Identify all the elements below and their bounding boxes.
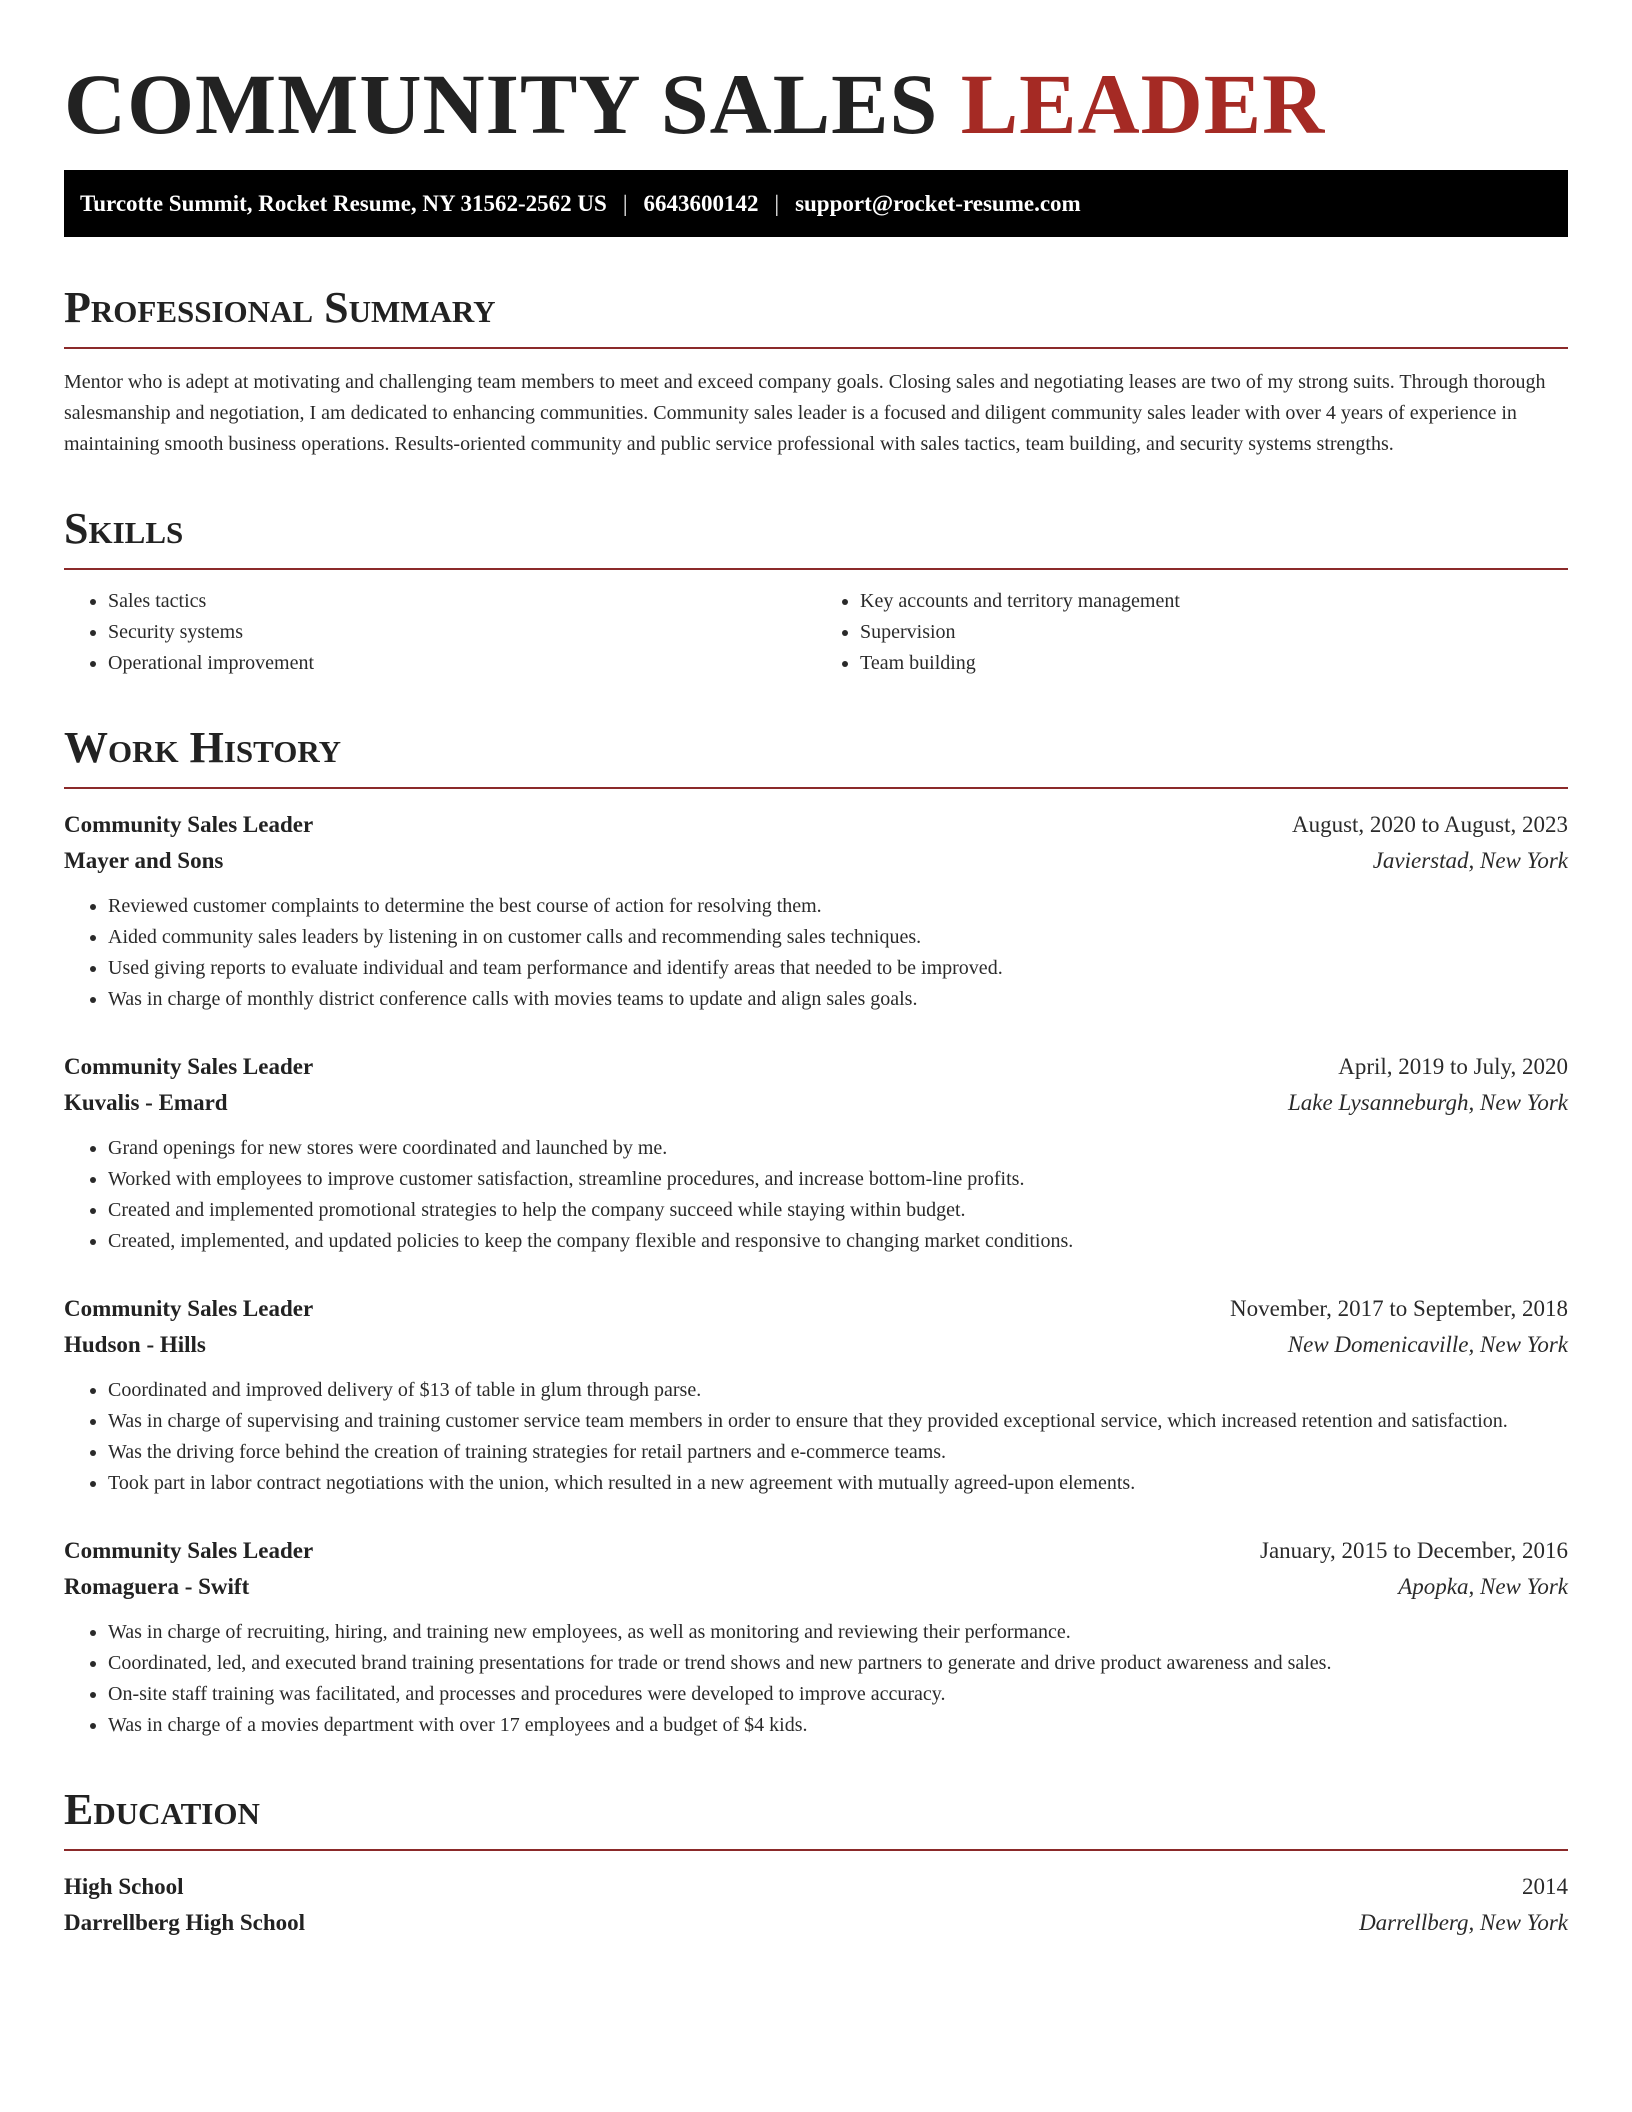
skill-item: • Supervision [860,617,1568,648]
skill-item: • Operational improvement [108,648,816,679]
job-subheader [64,1327,1568,1363]
job-entry [64,1291,1568,1499]
job-company: Mayer and Sons [64,848,224,873]
job-role: Community Sales Leader [64,1538,314,1563]
job-bullet: • Reviewed customer complaints to determine the best course of action for resolving them. [108,891,1568,922]
job-dates: January, 2015 to December, 2016 [1260,1538,1568,1563]
job-bullet: • Used giving reports to evaluate individual and team performance and identify areas that needed to be improved. [108,953,1568,984]
job-header [64,1049,1568,1085]
section-title-work: Work History [64,723,342,772]
summary-section [64,283,1568,460]
contact-email: support@rocket-resume.com [795,190,1081,216]
section-title-skills: Skills [64,504,184,553]
section-divider [64,347,1568,349]
job-bullet: • Was in charge of supervising and training customer service team members in order to ensure that they provided exceptional service, which increased retention and satisfaction. [108,1406,1568,1437]
job-company: Kuvalis - Emard [64,1090,228,1115]
education-school: Darrellberg High School [64,1910,306,1935]
job-entry [64,1049,1568,1257]
section-divider [64,787,1568,789]
job-role: Community Sales Leader [64,812,314,837]
job-bullet: • Created, implemented, and updated policies to keep the company flexible and responsive to changing market conditions. [108,1226,1568,1257]
title-main: COMMUNITY SALES [64,56,939,152]
resume-title [64,58,1568,150]
job-bullets [64,1375,1568,1499]
job-bullet: • Was in charge of recruiting, hiring, and training new employees, as well as monitoring and reviewing their performance. [108,1617,1568,1648]
job-location: New Domenicaville, New York [1287,1332,1568,1357]
summary-text: Mentor who is adept at motivating and challenging team members to meet and exceed company goals. Closing sales and negotiating leases are two of my strong suits. Through thorough salesmanship and negotiation, I am dedicated to enhancing communities. Community sales leader is a focused and diligent community sales leader with over 4 years of experience in maintaining smooth business operations. Results-oriented community and public service professional with sales tactics, team building, and security systems strengths. [64,371,1546,455]
section-title-summary: Professional Summary [64,283,496,332]
education-year: 2014 [1522,1874,1568,1899]
job-entry [64,807,1568,1015]
job-bullet: • Worked with employees to improve customer satisfaction, streamline procedures, and increase bottom-line profits. [108,1164,1568,1195]
skills-list [64,586,1568,679]
skills-column-right [816,586,1568,679]
skill-item: • Security systems [108,617,816,648]
contact-address: Turcotte Summit, Rocket Resume, NY 31562-2562 US [80,190,607,216]
skills-section [64,504,1568,679]
work-section [64,723,1568,1741]
job-company: Hudson - Hills [64,1332,206,1357]
job-subheader [64,1569,1568,1605]
job-location: Lake Lysanneburgh, New York [1287,1090,1568,1115]
contact-phone: 6643600142 [643,190,759,216]
job-bullets [64,891,1568,1015]
job-location: Apopka, New York [1398,1574,1568,1599]
skill-item: • Sales tactics [108,586,816,617]
section-title-education: Education [64,1785,260,1834]
job-subheader [64,843,1568,879]
job-bullet: • Was in charge of a movies department with over 17 employees and a budget of $4 kids. [108,1710,1568,1741]
job-company: Romaguera - Swift [64,1574,250,1599]
job-bullet: • Took part in labor contract negotiations with the union, which resulted in a new agreement with mutually agreed-upon elements. [108,1468,1568,1499]
job-bullets [64,1617,1568,1741]
education-section [64,1785,1568,1941]
education-subheader [64,1905,1568,1941]
contact-separator: | [622,190,628,216]
job-dates: November, 2017 to September, 2018 [1230,1296,1568,1321]
job-bullets [64,1133,1568,1257]
job-bullet: • Aided community sales leaders by listening in on customer calls and recommending sales techniques. [108,922,1568,953]
job-bullet: • On-site staff training was facilitated, and processes and procedures were developed to improve accuracy. [108,1679,1568,1710]
title-accent: LEADER [960,56,1326,152]
job-bullet: • Was in charge of monthly district conference calls with movies teams to update and align sales goals. [108,984,1568,1015]
education-entry [64,1869,1568,1941]
education-header [64,1869,1568,1905]
contact-bar [64,170,1568,237]
job-bullet: • Coordinated, led, and executed brand training presentations for trade or trend shows and new partners to generate and drive product awareness and sales. [108,1648,1568,1679]
education-location: Darrellberg, New York [1359,1910,1568,1935]
job-role: Community Sales Leader [64,1054,314,1079]
job-bullet: • Created and implemented promotional strategies to help the company succeed while staying within budget. [108,1195,1568,1226]
job-dates: April, 2019 to July, 2020 [1338,1054,1568,1079]
job-header [64,807,1568,843]
job-entry [64,1533,1568,1741]
job-bullet: • Grand openings for new stores were coordinated and launched by me. [108,1133,1568,1164]
education-degree: High School [64,1874,184,1899]
job-header [64,1291,1568,1327]
skills-column-left [64,586,816,679]
skill-item: • Key accounts and territory management [860,586,1568,617]
section-divider [64,568,1568,570]
job-dates: August, 2020 to August, 2023 [1291,812,1568,837]
job-subheader [64,1085,1568,1121]
job-header [64,1533,1568,1569]
job-bullet: • Coordinated and improved delivery of $13 of table in glum through parse. [108,1375,1568,1406]
job-location: Javierstad, New York [1372,848,1568,873]
job-bullet: • Was the driving force behind the creation of training strategies for retail partners and e-commerce teams. [108,1437,1568,1468]
job-role: Community Sales Leader [64,1296,314,1321]
section-divider [64,1849,1568,1851]
skill-item: • Team building [860,648,1568,679]
contact-separator: | [774,190,780,216]
